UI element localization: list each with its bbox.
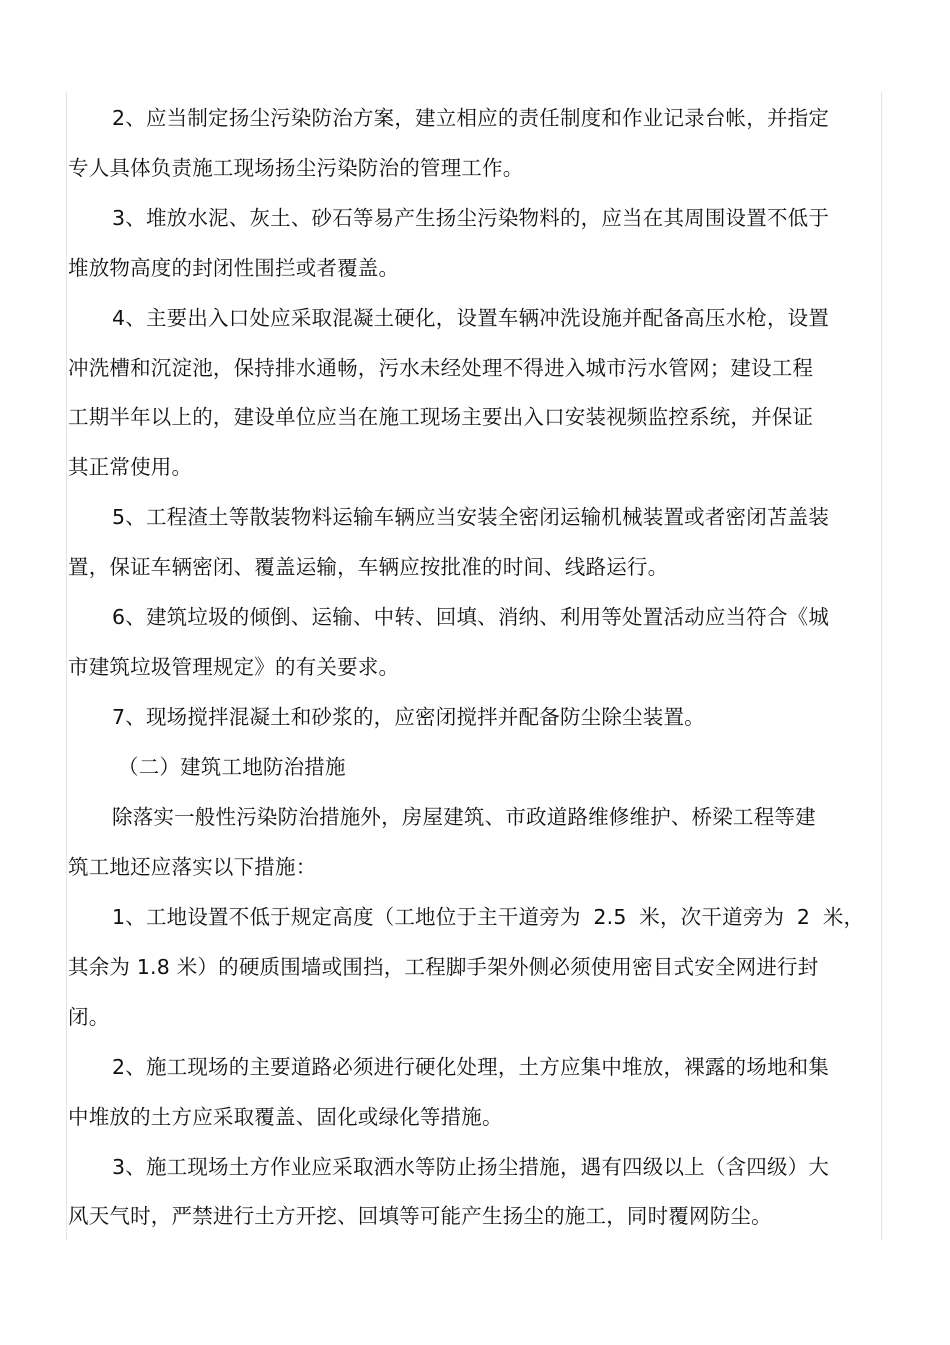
measure-2-line-2: 中堆放的土方应采取覆盖、固化或绿化等措施。 (68, 1105, 503, 1129)
measure-3-line-1: 3、施工现场土方作业应采取洒水等防止扬尘措施，遇有四级以上（含四级）大 (112, 1155, 830, 1179)
intro-line-2: 筑工地还应落实以下措施： (68, 855, 317, 879)
paragraph-5-line-1: 5、工程渣土等散装物料运输车辆应当安装全密闭运输机械装置或者密闭苫盖装 (112, 505, 830, 529)
paragraph-7-line-1: 7、现场搅拌混凝土和砂浆的，应密闭搅拌并配备防尘除尘装置。 (112, 705, 705, 729)
section-heading: （二）建筑工地防治措施 (118, 755, 346, 779)
measure-1-line-3: 闭。 (68, 1005, 110, 1029)
intro-line-1: 除落实一般性污染防治措施外，房屋建筑、市政道路维修维护、桥梁工程等建 (112, 805, 816, 829)
paragraph-2-line-2: 专人具体负责施工现场扬尘污染防治的管理工作。 (68, 156, 524, 180)
paragraph-6-line-2: 市建筑垃圾管理规定》的有关要求。 (68, 655, 400, 679)
paragraph-3-line-1: 3、堆放水泥、灰土、砂石等易产生扬尘污染物料的，应当在其周围设置不低于 (112, 206, 830, 230)
paragraph-4-line-1: 4、主要出入口处应采取混凝土硬化，设置车辆冲洗设施并配备高压水枪，设置 (112, 306, 830, 330)
paragraph-4-line-4: 其正常使用。 (68, 455, 193, 479)
measure-1-line-2: 其余为 1.8 米）的硬质围墙或围挡，工程脚手架外侧必须使用密目式安全网进行封 (68, 955, 819, 979)
paragraph-3-line-2: 堆放物高度的封闭性围拦或者覆盖。 (68, 256, 400, 280)
paragraph-4-line-2: 冲洗槽和沉淀池，保持排水通畅，污水未经处理不得进入城市污水管网；建设工程 (68, 356, 814, 380)
paragraph-4-line-3: 工期半年以上的，建设单位应当在施工现场主要出入口安装视频监控系统，并保证 (68, 405, 814, 429)
right-margin-rule (881, 92, 882, 1240)
measure-1-line-1: 1、工地设置不低于规定高度（工地位于主干道旁为 2.5 米，次干道旁为 2 米， (112, 905, 865, 929)
paragraph-5-line-2: 置，保证车辆密闭、覆盖运输，车辆应按批准的时间、线路运行。 (68, 555, 669, 579)
left-margin-rule (66, 92, 67, 1240)
measure-3-line-2: 风天气时，严禁进行土方开挖、回填等可能产生扬尘的施工，同时覆网防尘。 (68, 1204, 772, 1228)
measure-2-line-1: 2、施工现场的主要道路必须进行硬化处理，土方应集中堆放，裸露的场地和集 (112, 1055, 830, 1079)
paragraph-6-line-1: 6、建筑垃圾的倾倒、运输、中转、回填、消纳、利用等处置活动应当符合《城 (112, 605, 830, 629)
paragraph-2-line-1: 2、应当制定扬尘污染防治方案，建立相应的责任制度和作业记录台帐，并指定 (112, 106, 830, 130)
